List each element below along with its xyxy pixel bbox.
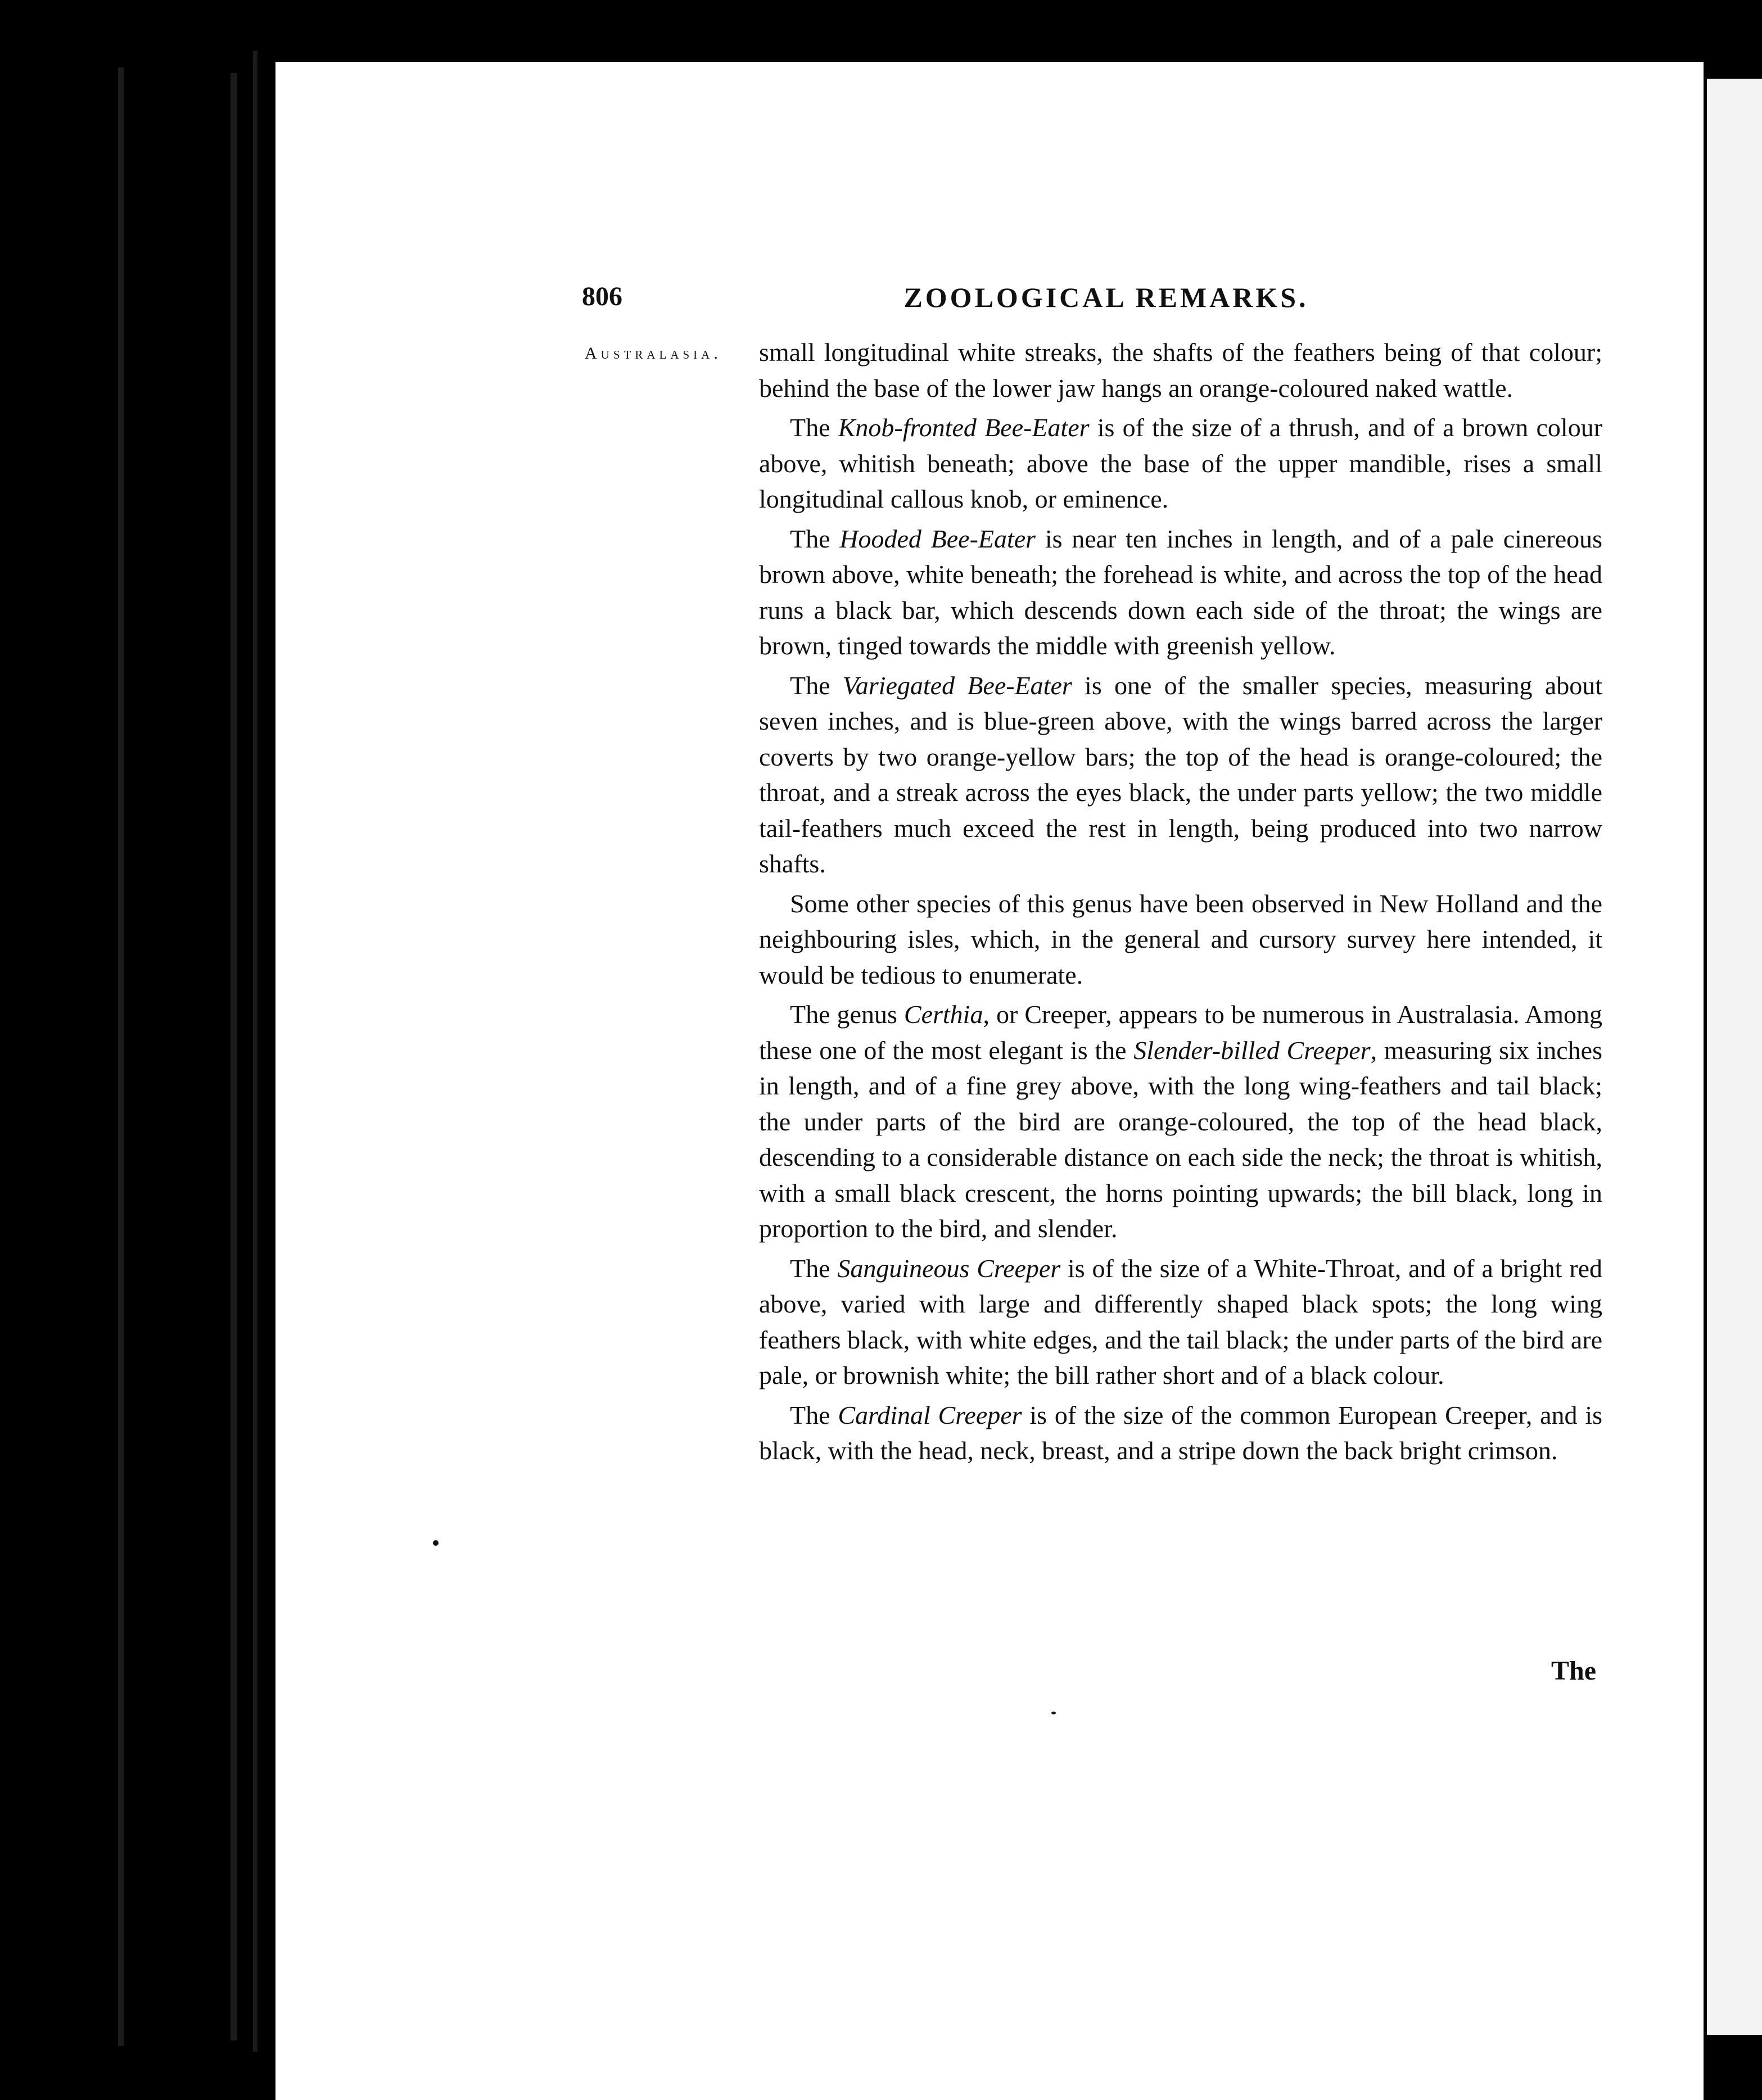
text-run: The genus bbox=[790, 1000, 904, 1029]
paragraph bbox=[759, 521, 1602, 664]
species-name: Sanguineous Creeper bbox=[837, 1253, 1061, 1283]
page-number: 806 bbox=[582, 282, 622, 311]
species-name: Hooded Bee-Eater bbox=[839, 524, 1036, 553]
ink-speck bbox=[433, 1540, 439, 1546]
paragraph bbox=[759, 886, 1602, 993]
text-run: small longitudinal white streaks, the shafts of the feathers being of that colour; behind the base of the lower jaw hangs an orange-coloured naked wattle. bbox=[759, 338, 1602, 402]
text-run: is of the size of a thrush, and of a brown colour above, whitish beneath; above the base of the upper mandible, rises a small longitudinal callous knob, or eminence. bbox=[759, 413, 1603, 513]
text-run: The bbox=[790, 1253, 838, 1283]
paragraph bbox=[759, 334, 1602, 406]
text-run: is one of the smaller species, measuring about seven inches, and is blue-green above, with the wings barred across the larger coverts by two orange-yellow bars; the top of the head is orange-coloured; the throat, and a streak across the eyes black, the under parts yellow; the two middle tail-feathers much exceed the rest in length, being produced into two narrow shafts. bbox=[759, 671, 1603, 878]
paragraph bbox=[759, 410, 1602, 517]
binding-edge bbox=[118, 67, 124, 2046]
text-run: The bbox=[790, 1400, 838, 1429]
species-name: Cardinal Creeper bbox=[838, 1400, 1022, 1429]
text-run: , measuring six inches in length, and of a fine grey above, with the long wing-feathers and tail black; the under parts of the bird are orange-coloured, the top of the head black, descending to a considerable distance on each side the neck; the throat is whitish, with a small black crescent, the horns pointing upwards; the bill black, long in proportion to the bird, and slender. bbox=[759, 1035, 1602, 1243]
text-run: Some other species of this genus have been observed in New Holland and the neighbouring isles, which, in the general and cursory survey here intended, it would be tedious to enumerate. bbox=[759, 889, 1602, 989]
text-run: is near ten inches in length, and of a pale cinereous brown above, white beneath; the forehead is white, and across the top of the head runs a black bar, which descends down each side of the throat; the wings are brown, tinged towards the middle with greenish yellow. bbox=[759, 524, 1603, 660]
paragraph bbox=[759, 997, 1602, 1247]
text-run: The bbox=[790, 413, 838, 442]
text-run: is of the size of the common European Creeper, and is black, with the head, neck, breast, and a stripe down the back bright crimson. bbox=[759, 1400, 1603, 1465]
paragraph bbox=[759, 1251, 1602, 1393]
facing-page-edge bbox=[1704, 79, 1762, 2035]
ink-speck bbox=[1051, 1712, 1056, 1714]
body-text bbox=[759, 334, 1602, 1473]
text-run: The bbox=[790, 524, 840, 553]
catchword: The bbox=[1551, 1656, 1596, 1686]
running-head: ZOOLOGICAL REMARKS. bbox=[903, 282, 1309, 313]
text-run: The bbox=[790, 671, 843, 700]
species-name: Variegated Bee-Eater bbox=[842, 671, 1072, 700]
paragraph bbox=[759, 668, 1602, 882]
paragraph bbox=[759, 1397, 1602, 1469]
species-name: Certhia bbox=[903, 1000, 983, 1029]
species-name: Knob-fronted Bee-Eater bbox=[838, 413, 1090, 442]
binding-edge bbox=[231, 73, 237, 2040]
binding-edge bbox=[253, 51, 257, 2052]
text-run: is of the size of a White-Throat, and of a bright red above, varied with large and differently shaped black spots; the long wing feathers black, with white edges, and the tail black; the under parts of the bird are pale, or brownish white; the bill rather short and of a black colour. bbox=[759, 1253, 1602, 1390]
text-run: , or Creeper, appears to be numerous in Australasia. Among these one of the most elegant is the bbox=[759, 1000, 1602, 1065]
marginal-note: Australasia. bbox=[585, 344, 722, 363]
page-header bbox=[582, 281, 1630, 326]
species-name: Slender-billed Creeper bbox=[1133, 1035, 1371, 1065]
